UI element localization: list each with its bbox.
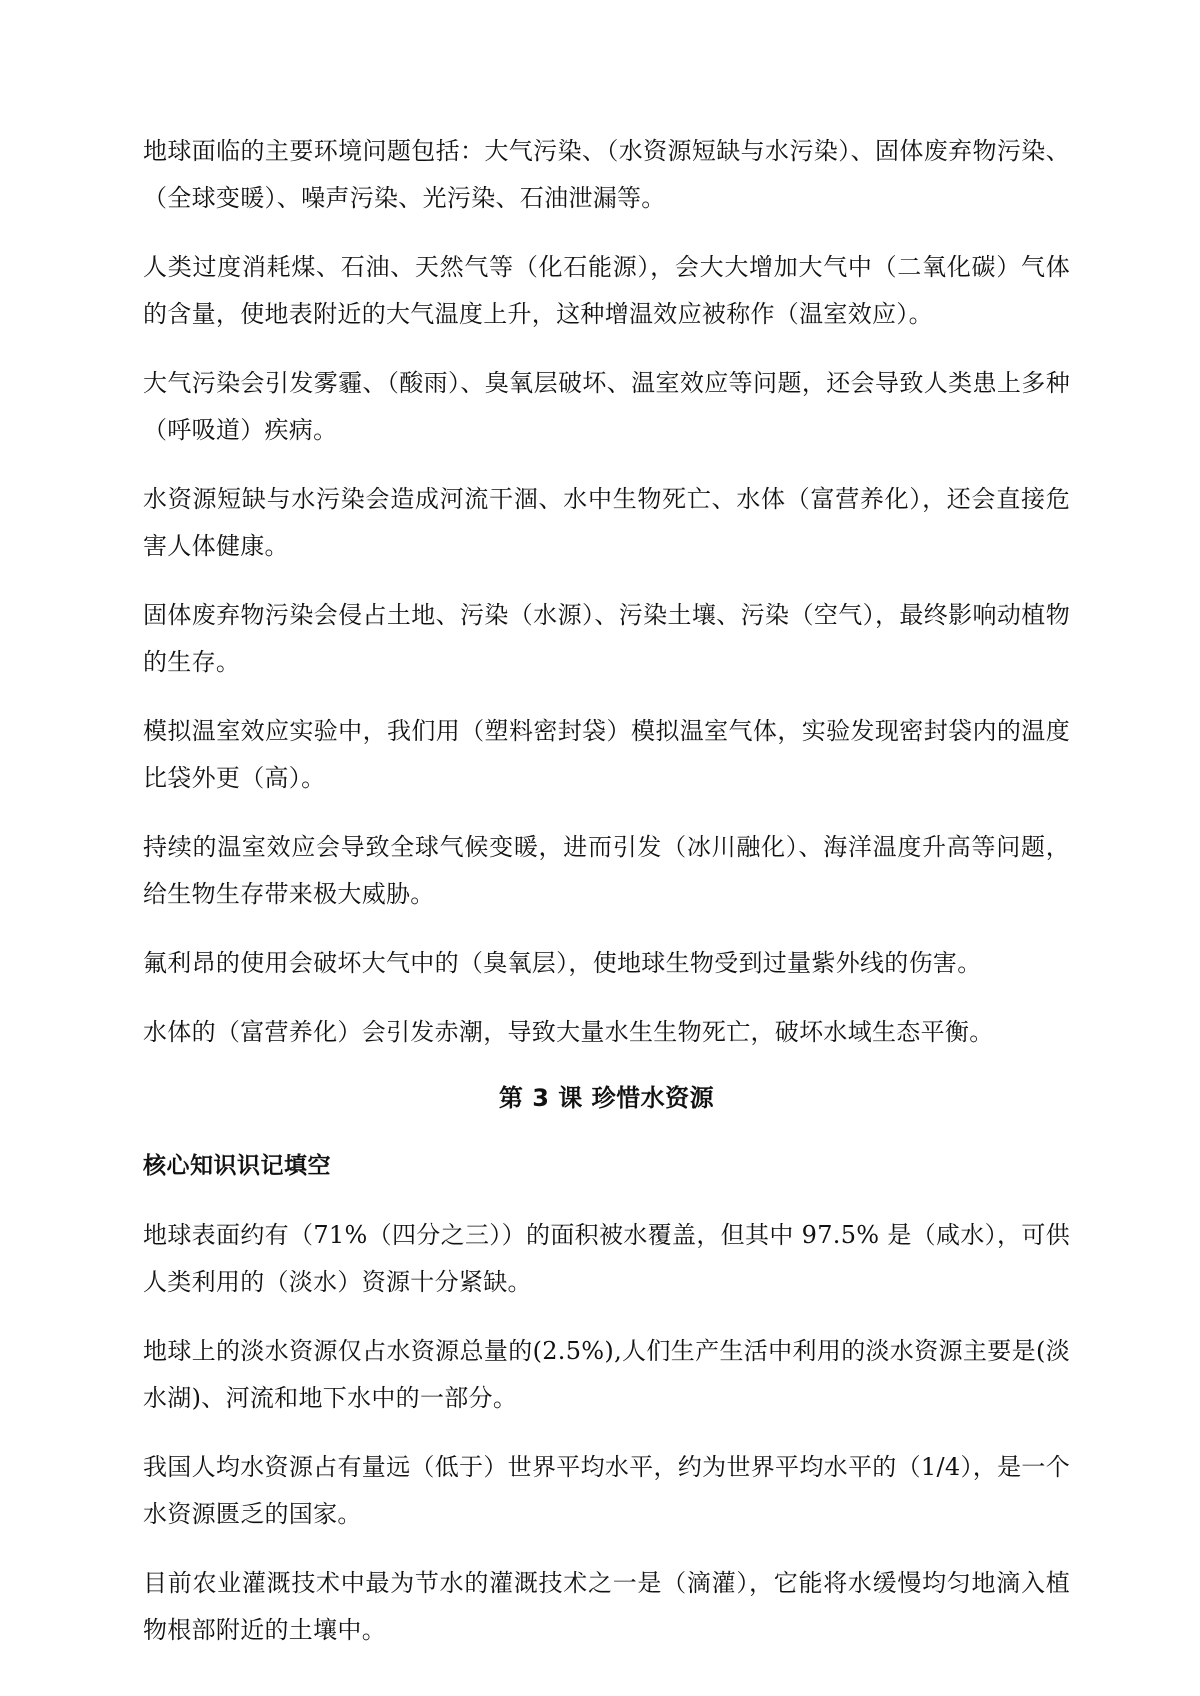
paragraph-drip-irrigation: 目前农业灌溉技术中最为节水的灌溉技术之一是（滴灌），它能将水缓慢均匀地滴入植物根部附近的土壤中。 [143, 1569, 1070, 1644]
paragraph-water-pollution: 水资源短缺与水污染会造成河流干涸、水中生物死亡、水体（富营养化），还会直接危害人体健康。 [143, 485, 1070, 560]
section-heading: 核心知识识记填空 [143, 1153, 331, 1179]
paragraph-water-coverage: 地球表面约有（71%（四分之三））的面积被水覆盖，但其中 97.5% 是（咸水），可供人类利用的（淡水）资源十分紧缺。 [143, 1221, 1070, 1296]
paragraph-global-warming: 持续的温室效应会导致全球气候变暖，进而引发（冰川融化）、海洋温度升高等问题，给生物生存带来极大威胁。 [143, 833, 1070, 908]
paragraph-air-pollution: 大气污染会引发雾霾、（酸雨）、臭氧层破坏、温室效应等问题，还会导致人类患上多种（呼吸道）疾病。 [143, 369, 1070, 444]
paragraph-fossil-energy: 人类过度消耗煤、石油、天然气等（化石能源），会大大增加大气中（二氧化碳）气体的含量，使地表附近的大气温度上升，这种增温效应被称作（温室效应）。 [143, 253, 1070, 328]
paragraph-eutrophication: 水体的（富营养化）会引发赤潮，导致大量水生生物死亡，破坏水域生态平衡。 [143, 1018, 994, 1046]
lesson-title: 第 3 课 珍惜水资源 [498, 1084, 715, 1112]
paragraph-environment-problems: 地球面临的主要环境问题包括：大气污染、（水资源短缺与水污染）、固体废弃物污染、（全球变暖）、噪声污染、光污染、石油泄漏等。 [143, 137, 1070, 212]
paragraph-greenhouse-experiment: 模拟温室效应实验中，我们用（塑料密封袋）模拟温室气体，实验发现密封袋内的温度比袋外更（高）。 [143, 717, 1070, 792]
paragraph-china-water: 我国人均水资源占有量远（低于）世界平均水平，约为世界平均水平的（1/4），是一个水资源匮乏的国家。 [143, 1453, 1070, 1528]
paragraph-solid-waste: 固体废弃物污染会侵占土地、污染（水源）、污染土壤、污染（空气），最终影响动植物的生存。 [143, 601, 1070, 676]
paragraph-fresh-water: 地球上的淡水资源仅占水资源总量的(2.5%),人们生产生活中利用的淡水资源主要是(淡水湖)、河流和地下水中的一部分。 [143, 1337, 1070, 1412]
paragraph-freon: 氟利昂的使用会破坏大气中的（臭氧层），使地球生物受到过量紫外线的伤害。 [143, 949, 982, 977]
